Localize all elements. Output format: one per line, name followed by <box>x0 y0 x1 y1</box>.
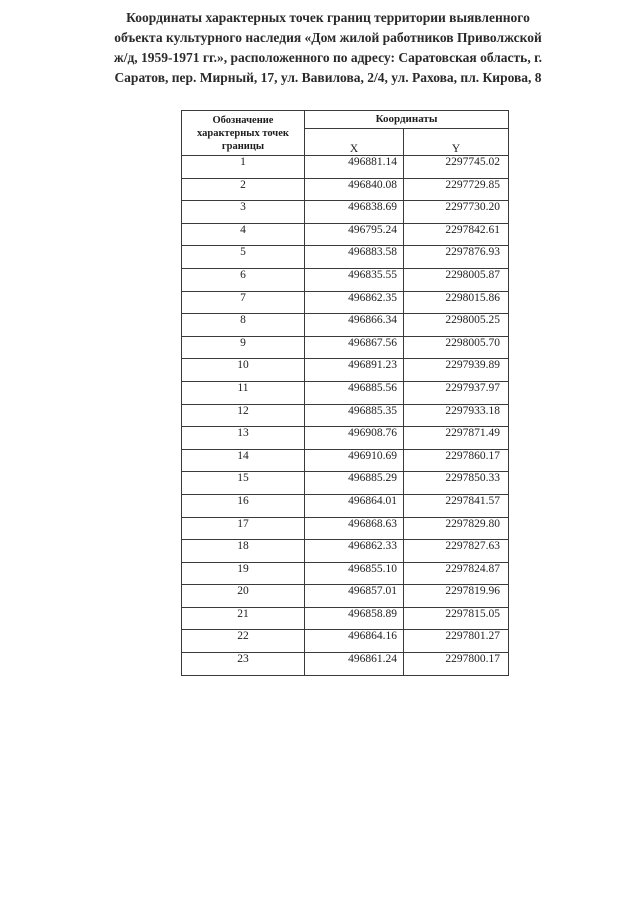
x-coordinate-cell: 496835.55 <box>305 268 404 291</box>
table-row <box>182 359 509 382</box>
y-coordinate-cell: 2297800.17 <box>404 653 509 676</box>
table-row <box>182 472 509 495</box>
y-coordinate-cell: 2297841.57 <box>404 494 509 517</box>
x-coordinate-cell: 496862.33 <box>305 540 404 563</box>
x-coordinate-cell: 496868.63 <box>305 517 404 540</box>
x-coordinate-cell: 496855.10 <box>305 562 404 585</box>
heading-line: Координаты характерных точек границ территории выявленного <box>126 10 530 25</box>
y-coordinate-cell: 2297939.89 <box>404 359 509 382</box>
y-coordinate-cell: 2298005.70 <box>404 336 509 359</box>
table-row <box>182 336 509 359</box>
designation-column-header: Обозначение характерных точек границы <box>182 111 305 156</box>
y-coordinate-cell: 2297842.61 <box>404 223 509 246</box>
x-coordinate-cell: 496862.35 <box>305 291 404 314</box>
x-coordinate-cell: 496857.01 <box>305 585 404 608</box>
point-cell: 21 <box>182 607 305 630</box>
x-coordinate-cell: 496885.29 <box>305 472 404 495</box>
point-cell: 23 <box>182 653 305 676</box>
point-cell: 17 <box>182 517 305 540</box>
point-cell: 16 <box>182 494 305 517</box>
x-coordinate-cell: 496885.56 <box>305 381 404 404</box>
x-coordinate-cell: 496908.76 <box>305 427 404 450</box>
point-cell: 5 <box>182 246 305 269</box>
table-row <box>182 404 509 427</box>
point-cell: 13 <box>182 427 305 450</box>
x-column-header: X <box>305 128 404 155</box>
y-coordinate-cell: 2298015.86 <box>404 291 509 314</box>
table-row <box>182 449 509 472</box>
x-coordinate-cell: 496840.08 <box>305 178 404 201</box>
y-coordinate-cell: 2297815.05 <box>404 607 509 630</box>
x-coordinate-cell: 496881.14 <box>305 156 404 179</box>
x-coordinate-cell: 496910.69 <box>305 449 404 472</box>
x-coordinate-cell: 496891.23 <box>305 359 404 382</box>
coordinates-column-header: Координаты <box>305 111 509 129</box>
table-row <box>182 427 509 450</box>
x-coordinate-cell: 496864.16 <box>305 630 404 653</box>
point-cell: 3 <box>182 201 305 224</box>
y-coordinate-cell: 2297871.49 <box>404 427 509 450</box>
heading-line: ж/д, 1959-1971 гг.», расположенного по адресу: Саратовская область, г. <box>113 50 543 65</box>
table-body <box>182 156 509 676</box>
point-cell: 10 <box>182 359 305 382</box>
point-cell: 1 <box>182 156 305 179</box>
point-cell: 8 <box>182 314 305 337</box>
point-cell: 12 <box>182 404 305 427</box>
y-coordinate-cell: 2297860.17 <box>404 449 509 472</box>
y-coordinate-cell: 2297824.87 <box>404 562 509 585</box>
heading-line: объекта культурного наследия «Дом жилой работников Приволжской <box>114 30 542 45</box>
table-row <box>182 291 509 314</box>
table-row <box>182 630 509 653</box>
table-row <box>182 517 509 540</box>
table-header <box>182 111 509 156</box>
point-cell: 18 <box>182 540 305 563</box>
y-coordinate-cell: 2298005.25 <box>404 314 509 337</box>
y-coordinate-cell: 2297729.85 <box>404 178 509 201</box>
point-cell: 15 <box>182 472 305 495</box>
point-cell: 2 <box>182 178 305 201</box>
x-coordinate-cell: 496885.35 <box>305 404 404 427</box>
point-cell: 4 <box>182 223 305 246</box>
heading-line: Саратов, пер. Мирный, 17, ул. Вавилова, 2/4, ул. Рахова, пл. Кирова, 8 <box>114 70 542 85</box>
x-coordinate-cell: 496866.34 <box>305 314 404 337</box>
table-row <box>182 562 509 585</box>
y-coordinate-cell: 2297827.63 <box>404 540 509 563</box>
point-cell: 11 <box>182 381 305 404</box>
table-row <box>182 494 509 517</box>
document-heading <box>78 8 578 88</box>
y-coordinate-cell: 2297937.97 <box>404 381 509 404</box>
table-row <box>182 268 509 291</box>
point-cell: 14 <box>182 449 305 472</box>
x-coordinate-cell: 496867.56 <box>305 336 404 359</box>
x-coordinate-cell: 496864.01 <box>305 494 404 517</box>
point-cell: 6 <box>182 268 305 291</box>
table-row <box>182 653 509 676</box>
coordinates-table <box>181 110 509 676</box>
x-coordinate-cell: 496858.89 <box>305 607 404 630</box>
point-cell: 7 <box>182 291 305 314</box>
y-coordinate-cell: 2298005.87 <box>404 268 509 291</box>
y-coordinate-cell: 2297850.33 <box>404 472 509 495</box>
table-row <box>182 156 509 179</box>
y-coordinate-cell: 2297745.02 <box>404 156 509 179</box>
table-row <box>182 585 509 608</box>
table-row <box>182 223 509 246</box>
x-coordinate-cell: 496883.58 <box>305 246 404 269</box>
table-row <box>182 540 509 563</box>
x-coordinate-cell: 496795.24 <box>305 223 404 246</box>
table-row <box>182 314 509 337</box>
y-coordinate-cell: 2297876.93 <box>404 246 509 269</box>
point-cell: 22 <box>182 630 305 653</box>
point-cell: 19 <box>182 562 305 585</box>
point-cell: 20 <box>182 585 305 608</box>
table-row <box>182 178 509 201</box>
table-row <box>182 607 509 630</box>
table-row <box>182 201 509 224</box>
table-row <box>182 246 509 269</box>
x-coordinate-cell: 496861.24 <box>305 653 404 676</box>
y-coordinate-cell: 2297730.20 <box>404 201 509 224</box>
y-coordinate-cell: 2297801.27 <box>404 630 509 653</box>
table-row <box>182 381 509 404</box>
y-coordinate-cell: 2297829.80 <box>404 517 509 540</box>
y-coordinate-cell: 2297933.18 <box>404 404 509 427</box>
y-column-header: Y <box>404 128 509 155</box>
point-cell: 9 <box>182 336 305 359</box>
x-coordinate-cell: 496838.69 <box>305 201 404 224</box>
y-coordinate-cell: 2297819.96 <box>404 585 509 608</box>
